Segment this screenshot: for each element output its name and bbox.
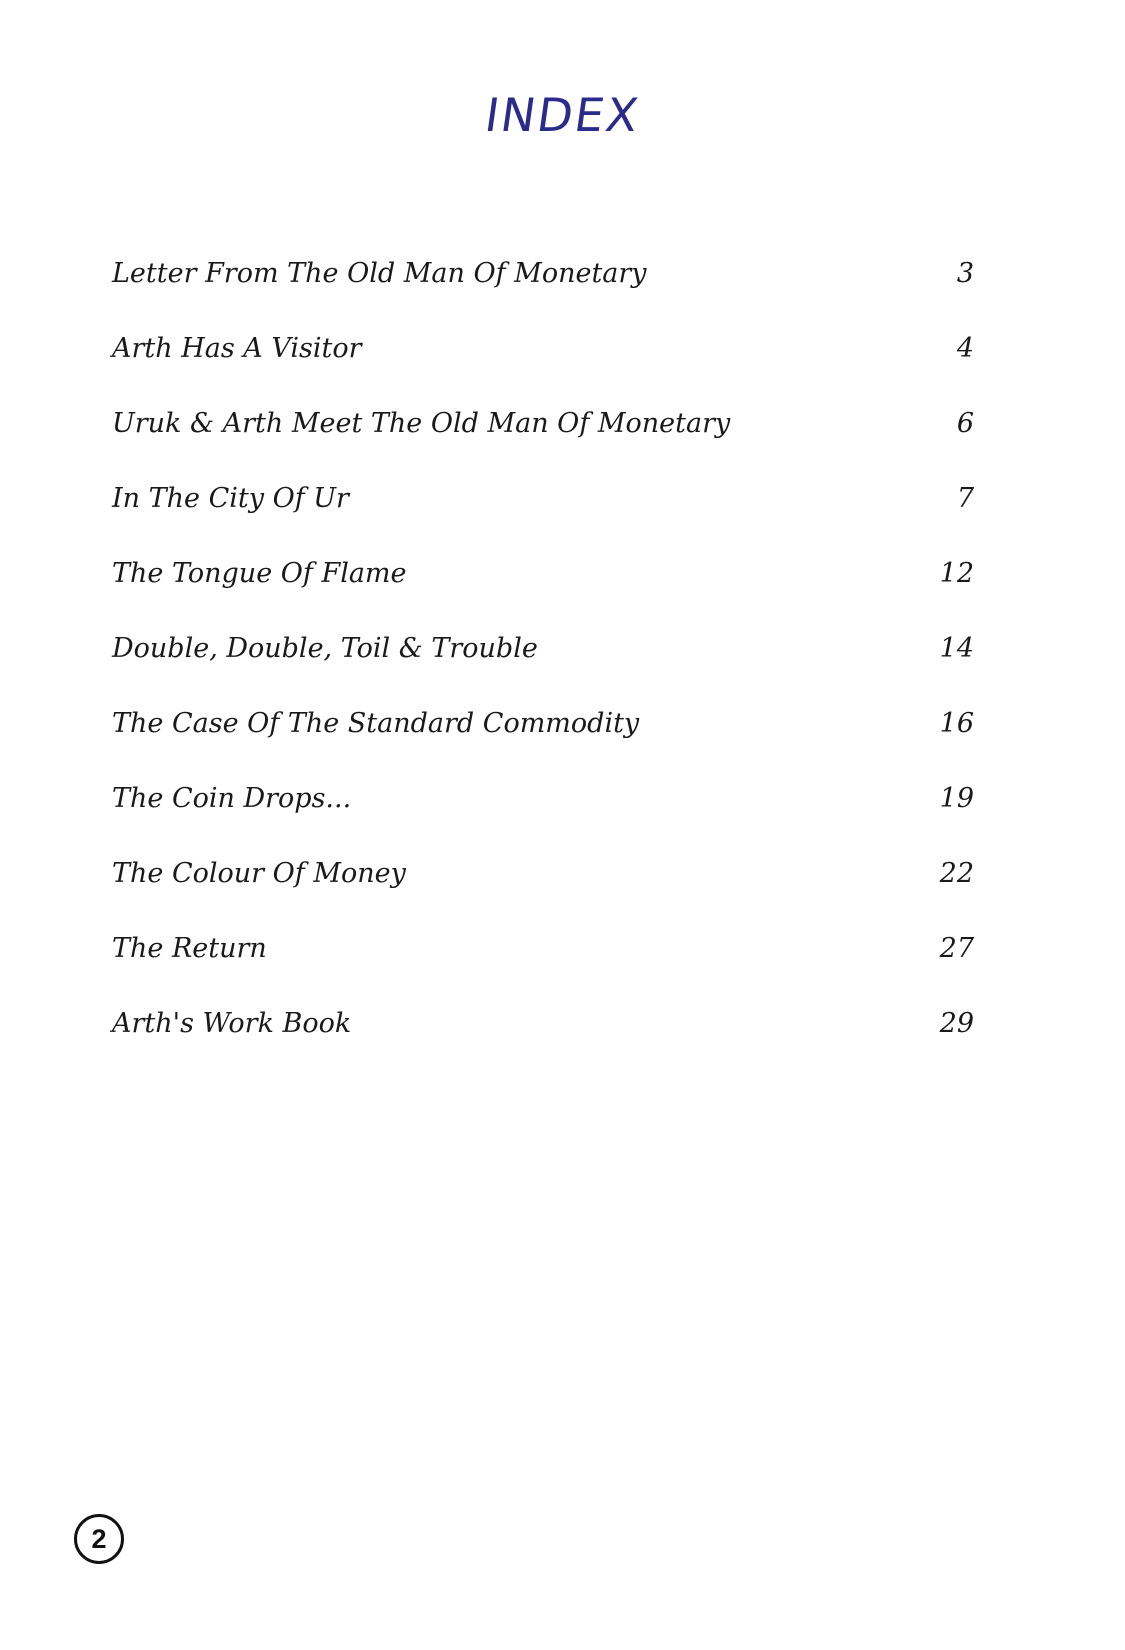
toc-entry-title: The Case Of The Standard Commodity (112, 708, 640, 739)
toc-entry-title: Arth's Work Book (112, 1008, 352, 1039)
toc-entry[interactable] (112, 708, 974, 783)
toc-entry-title: The Tongue Of Flame (112, 558, 407, 589)
toc-entry-title: The Return (112, 933, 267, 964)
toc-entry[interactable] (112, 633, 974, 708)
toc-entry-page: 29 (939, 1008, 974, 1039)
toc-entry[interactable] (112, 1008, 974, 1083)
toc-entry-page: 14 (939, 633, 974, 664)
toc-entry[interactable] (112, 858, 974, 933)
page-title: INDEX (481, 88, 644, 142)
toc-entry-title: Uruk & Arth Meet The Old Man Of Monetary (112, 408, 731, 439)
toc-entry-page: 27 (939, 933, 974, 964)
toc-entry-page: 19 (939, 783, 974, 814)
toc-entry-title: Arth Has A Visitor (112, 333, 362, 364)
toc-entry-page: 3 (956, 258, 974, 289)
toc-entry[interactable] (112, 783, 974, 858)
toc-entry[interactable] (112, 258, 974, 333)
toc-entry-title: The Coin Drops... (112, 783, 352, 814)
toc-entry-title: Letter From The Old Man Of Monetary (112, 258, 647, 289)
toc-entry[interactable] (112, 933, 974, 1008)
toc-entry-page: 12 (939, 558, 974, 589)
toc-entry[interactable] (112, 483, 974, 558)
toc-entry[interactable] (112, 333, 974, 408)
toc-entry-title: In The City Of Ur (112, 483, 349, 514)
toc-entry-title: The Colour Of Money (112, 858, 406, 889)
toc-entry-page: 16 (939, 708, 974, 739)
toc-entry[interactable] (112, 558, 974, 633)
toc-entry-title: Double, Double, Toil & Trouble (112, 633, 538, 664)
page-number-badge: 2 (74, 1514, 124, 1564)
toc-entry-page: 4 (956, 333, 974, 364)
toc-entry-page: 6 (956, 408, 974, 439)
toc-entry-page: 7 (956, 483, 974, 514)
table-of-contents (112, 258, 974, 1083)
toc-entry[interactable] (112, 408, 974, 483)
toc-entry-page: 22 (939, 858, 974, 889)
